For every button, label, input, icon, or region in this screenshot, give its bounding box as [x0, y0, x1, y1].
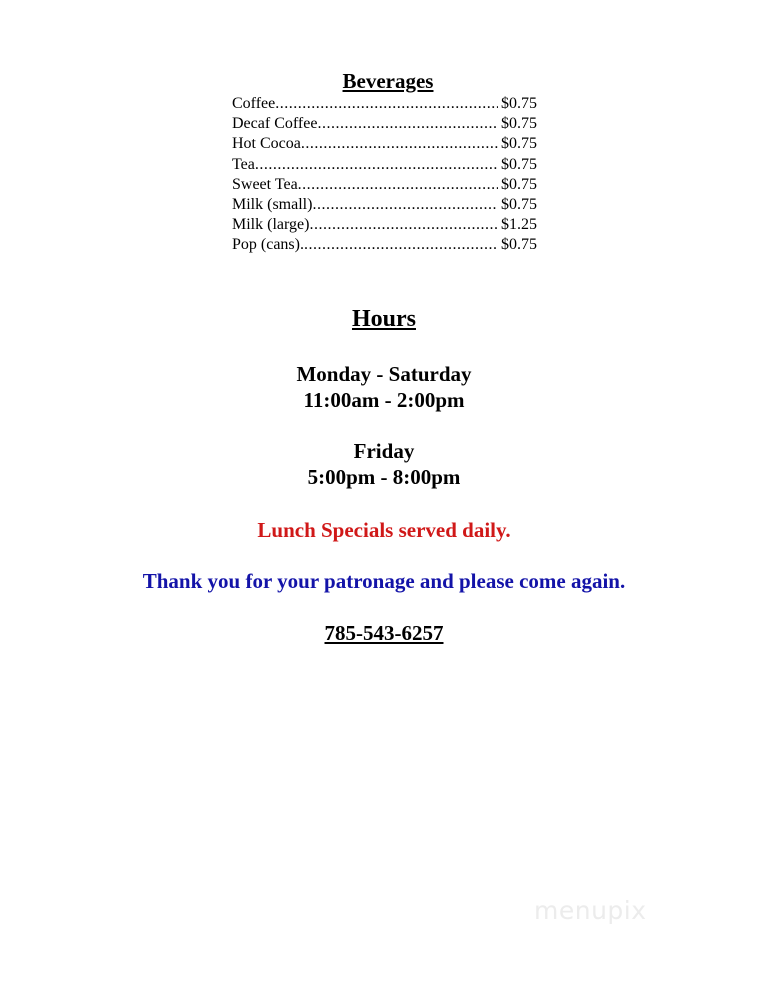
menu-item [232, 135, 537, 155]
weekday-days: Monday - Saturday [296, 362, 472, 386]
dot-leader [255, 156, 498, 174]
menu-item [232, 115, 537, 135]
menu-item [232, 95, 537, 115]
item-name: Coffee [232, 95, 276, 112]
item-price: $0.75 [501, 95, 537, 112]
menu-item [232, 176, 537, 196]
item-name: Tea [232, 155, 255, 173]
menu-item [232, 196, 537, 216]
friday-times: 5:00pm - 8:00pm [307, 465, 461, 489]
item-price: $0.75 [501, 195, 537, 213]
dot-leader [275, 95, 498, 113]
item-price: $0.75 [501, 236, 537, 254]
dot-leader [317, 115, 498, 133]
item-price: $0.75 [501, 175, 537, 193]
dot-leader [312, 196, 498, 214]
hours-heading: Hours [351, 306, 416, 332]
dot-leader [309, 216, 498, 234]
weekday-times: 11:00am - 2:00pm [303, 388, 465, 412]
phone-number: 785-543-6257 [324, 621, 444, 645]
menupix-watermark: menupix [534, 896, 647, 925]
beverages-list [232, 95, 537, 257]
menu-item [232, 236, 537, 256]
menu-item [232, 216, 537, 236]
lunch-specials-note: Lunch Specials served daily. [257, 518, 511, 542]
item-price: $0.75 [501, 115, 537, 133]
dot-leader [298, 176, 498, 194]
item-price: $0.75 [501, 155, 537, 173]
item-name: Milk (small) [232, 195, 313, 213]
menu-item [232, 156, 537, 176]
item-name: Decaf Coffee [232, 115, 318, 133]
dot-leader [301, 135, 498, 153]
item-name: Hot Cocoa [232, 135, 301, 153]
beverages-heading: Beverages [342, 69, 434, 93]
item-price: $1.25 [501, 216, 537, 234]
friday-days: Friday [353, 439, 415, 463]
dot-leader [304, 236, 498, 254]
item-price: $0.75 [501, 135, 537, 153]
thank-you-note: Thank you for your patronage and please come again. [142, 569, 626, 593]
item-name: Milk (large) [232, 216, 310, 234]
item-name: Pop (cans). [232, 236, 304, 254]
item-name: Sweet Tea [232, 175, 298, 193]
